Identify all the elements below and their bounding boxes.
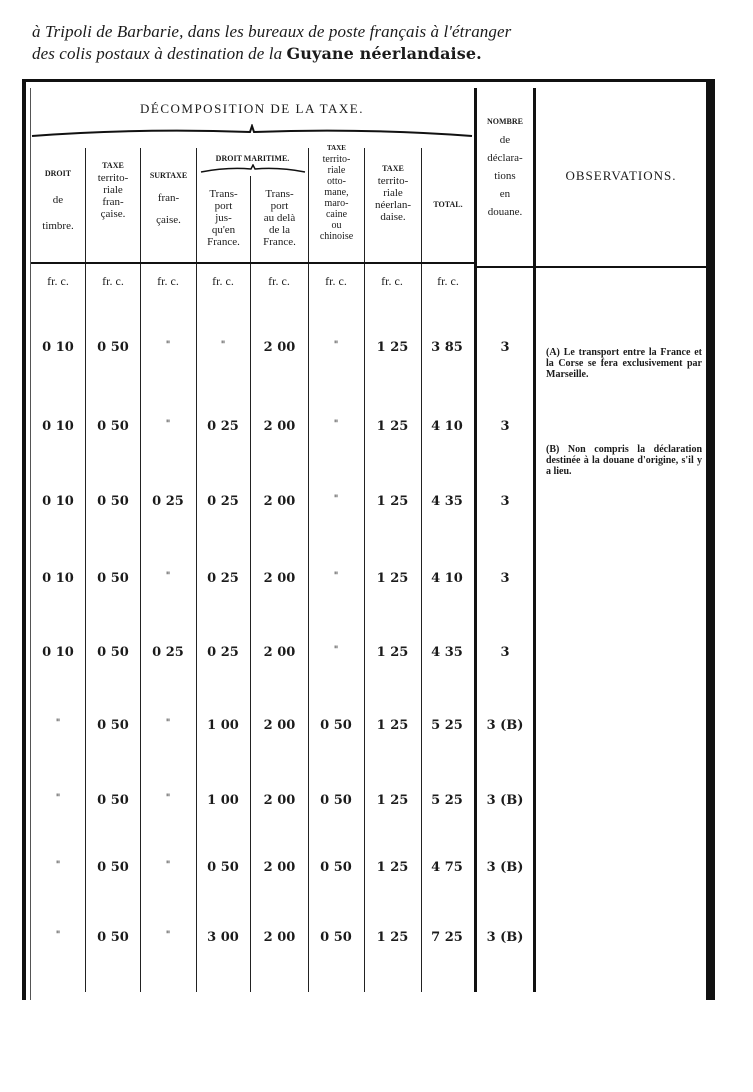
table-cell: 0 25 [152, 494, 184, 509]
header-taxe-fr [86, 160, 140, 220]
table-cell: 3 [500, 494, 510, 509]
table-cell: " [165, 571, 171, 582]
table-cell: 1 25 [376, 718, 409, 733]
header-word: de la [268, 224, 291, 236]
header-word: daise. [380, 211, 406, 223]
table-cell: 3 [500, 645, 510, 660]
table-cell: " [55, 793, 61, 804]
header-word: chinoise [319, 231, 354, 242]
header-word: maro- [324, 198, 349, 209]
table-cell: " [165, 340, 171, 351]
group-title: DÉCOMPOSITION DE LA TAXE. [140, 101, 364, 116]
table-cell: 2 00 [263, 494, 296, 509]
header-word: qu'en [211, 224, 236, 236]
table-cell: 0 50 [97, 793, 129, 808]
table-cell: 0 10 [42, 645, 74, 660]
table-cell: 0 25 [207, 571, 239, 586]
header-word: territo- [97, 172, 129, 184]
table-cell: 0 50 [97, 340, 129, 355]
table-cell: 0 50 [320, 793, 352, 808]
header-word: de [499, 134, 511, 146]
table-cell: 3 (B) [486, 930, 524, 945]
header-word: caine [325, 209, 348, 220]
header-word: çaise. [156, 214, 181, 226]
table-cell: 0 25 [207, 419, 239, 434]
table-cell: 4 35 [431, 494, 463, 509]
table-cell: 7 25 [431, 930, 463, 945]
header-word: déclara- [487, 152, 523, 164]
table-cell: 0 50 [97, 718, 129, 733]
col-divider-bold [533, 88, 536, 992]
header-word: fran- [157, 192, 180, 204]
unit-label: fr. c. [157, 274, 179, 288]
table-cell: 0 50 [97, 571, 129, 586]
header-word: au delà [263, 212, 296, 224]
header-word: Trans- [265, 188, 294, 200]
table-cell: 0 50 [320, 718, 352, 733]
table-cell: 3 (B) [486, 860, 524, 875]
table-left-border [22, 79, 26, 1000]
header-line-1: à Tripoli de Barbarie, dans les bureaux de poste français à l'étranger [32, 22, 512, 41]
header-line-2-prefix: des colis postaux à destination de la [32, 44, 283, 63]
header-line-2-destination: Guyane néerlandaise. [286, 44, 482, 63]
header-word: jus- [215, 212, 232, 224]
table-cell: 0 50 [97, 930, 129, 945]
table-cell: " [55, 930, 61, 941]
table-cell: 1 25 [376, 645, 409, 660]
table-cell: " [165, 419, 171, 430]
table-top-border [22, 79, 715, 82]
table-cell: " [333, 340, 339, 351]
header-word: territo- [322, 154, 351, 165]
maritime-brace [199, 164, 307, 176]
header-word: timbre. [42, 220, 74, 232]
header-word: DROIT [44, 169, 72, 178]
table-cell: " [165, 860, 171, 871]
header-word: douane. [487, 206, 523, 218]
table-cell: " [165, 793, 171, 804]
note-a: (A) Le transport entre la France et la Corse se fera exclusivement par Marseille. [546, 347, 702, 380]
table-cell: 0 25 [152, 645, 184, 660]
header-total: TOTAL. [433, 200, 463, 209]
header-word: port [214, 200, 233, 212]
header-droit-timbre [31, 168, 85, 232]
table-cell: " [165, 930, 171, 941]
table-cell: 3 [500, 340, 510, 355]
table-cell: 0 50 [320, 930, 352, 945]
unit-label: fr. c. [325, 274, 347, 288]
table-cell: 0 25 [207, 494, 239, 509]
unit-label: fr. c. [102, 274, 124, 288]
group-brace [30, 124, 474, 144]
table-cell: 0 50 [97, 860, 129, 875]
table-cell: 2 00 [263, 793, 296, 808]
header-word: néerlan- [374, 199, 412, 211]
table-cell: 3 85 [431, 340, 463, 355]
header-rule [536, 266, 706, 268]
table-cell: 0 10 [42, 494, 74, 509]
unit-label: fr. c. [47, 274, 69, 288]
table-cell: 1 25 [376, 340, 409, 355]
table-cell: 3 [500, 419, 510, 434]
table-cell: 0 50 [320, 860, 352, 875]
header-word: SURTAXE [149, 171, 188, 180]
table-cell: 2 00 [263, 645, 296, 660]
table-cell: 0 10 [42, 340, 74, 355]
table-cell: " [333, 645, 339, 656]
header-word: fran- [102, 196, 124, 208]
unit-label: fr. c. [437, 274, 459, 288]
table-cell: " [220, 340, 226, 351]
table-right-border [706, 79, 715, 1000]
table-cell: 3 (B) [486, 793, 524, 808]
table-cell: 3 (B) [486, 718, 524, 733]
header-word: France. [207, 236, 240, 248]
header-taxe-neerlandaise [365, 163, 421, 223]
table-cell: 0 50 [97, 494, 129, 509]
table-cell: 2 00 [263, 340, 296, 355]
unit-label: fr. c. [268, 274, 290, 288]
table-cell: 5 25 [431, 793, 463, 808]
header-word: Trans- [209, 188, 238, 200]
table-cell: " [333, 494, 339, 505]
table-cell: 1 25 [376, 860, 409, 875]
header-word: çaise. [100, 208, 126, 220]
table-cell: " [333, 571, 339, 582]
table-cell: " [165, 718, 171, 729]
header-nombre [477, 113, 533, 221]
table-cell: 1 25 [376, 494, 409, 509]
header-word: TAXE [102, 161, 124, 170]
table-cell: 0 50 [97, 419, 129, 434]
header-rule [477, 266, 533, 268]
header-rule [31, 262, 474, 264]
table-cell: 2 00 [263, 718, 296, 733]
header-word: otto- [327, 176, 346, 187]
table-cell: 1 25 [376, 419, 409, 434]
table-cell: 0 10 [42, 419, 74, 434]
table-cell: 4 10 [431, 419, 463, 434]
header-word: riale [383, 187, 403, 199]
table-cell: 0 25 [207, 645, 239, 660]
header-transport-dela [251, 188, 308, 248]
table-cell: 4 10 [431, 571, 463, 586]
table-cell: 5 25 [431, 718, 463, 733]
table-cell: 0 50 [97, 645, 129, 660]
table-cell: 2 00 [263, 571, 296, 586]
table-cell: 3 00 [207, 930, 239, 945]
header-word: de [52, 194, 64, 206]
header-surtaxe [141, 170, 196, 226]
header-word: TAXE [382, 164, 404, 173]
table-cell: 1 00 [207, 793, 239, 808]
header-word: tions [494, 170, 516, 182]
header-transport-jusqu [197, 188, 250, 248]
table-cell: 2 00 [263, 860, 296, 875]
header-word: riale [327, 165, 346, 176]
header-word: port [270, 200, 289, 212]
header-word: territo- [377, 175, 409, 187]
unit-label: fr. c. [212, 274, 234, 288]
header-word: TAXE [327, 144, 346, 152]
header-observations: OBSERVATIONS. [565, 168, 677, 183]
table-cell: 1 00 [207, 718, 239, 733]
table-cell: " [333, 419, 339, 430]
table-cell: 0 50 [207, 860, 239, 875]
note-b: (B) Non compris la déclaration destinée à la douane d'origine, s'il y a lieu. [546, 444, 702, 477]
table-cell: 0 10 [42, 571, 74, 586]
header-word: ou [331, 220, 342, 231]
table-cell: " [55, 860, 61, 871]
header-word: en [499, 188, 511, 200]
table-cell: 1 25 [376, 930, 409, 945]
header-taxe-ottomane [309, 143, 364, 242]
col-divider-bold [474, 88, 477, 992]
header-word: riale [103, 184, 123, 196]
header-word: France. [263, 236, 296, 248]
table-cell: 4 35 [431, 645, 463, 660]
table-cell: 3 [500, 571, 510, 586]
header-word: mane, [324, 187, 349, 198]
header-word: NOMBRE [487, 117, 523, 126]
header-droit-maritime: DROIT MARITIME. [215, 154, 290, 163]
table-cell: 2 00 [263, 930, 296, 945]
table-cell: 1 25 [376, 571, 409, 586]
table-cell: 4 75 [431, 860, 463, 875]
unit-label: fr. c. [381, 274, 403, 288]
header-line-2 [32, 44, 482, 64]
table-cell: 2 00 [263, 419, 296, 434]
table-cell: 1 25 [376, 793, 409, 808]
table-cell: " [55, 718, 61, 729]
